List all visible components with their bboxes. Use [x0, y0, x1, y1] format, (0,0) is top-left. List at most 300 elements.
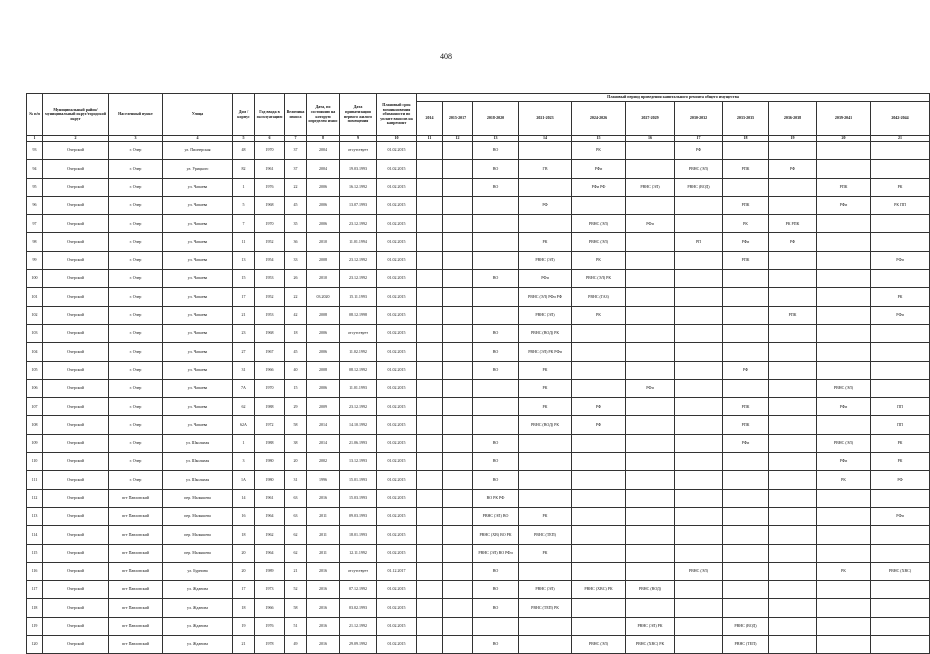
row-period-cell: РК	[572, 142, 626, 160]
row-period-cell: РК РПК	[769, 215, 817, 233]
row-period-cell: РК	[817, 562, 871, 580]
row-period-cell: РК	[519, 361, 572, 379]
row-settlement: пгт Павловский	[109, 562, 163, 580]
row-municipality: Очерский	[43, 453, 109, 471]
row-privatization-date: 21.06.1993	[340, 434, 377, 452]
row-street: ул. Чапаева	[163, 361, 233, 379]
row-period-cell: РВНС (ТЕП)	[723, 636, 769, 654]
row-period-cell	[675, 288, 723, 306]
row-period-cell	[723, 507, 769, 525]
row-period-cell	[626, 361, 675, 379]
row-period-cell	[723, 562, 769, 580]
row-house: 20	[233, 544, 255, 562]
row-year-built: 1952	[255, 233, 285, 251]
row-period-cell	[417, 343, 443, 361]
row-period-cell	[817, 142, 871, 160]
row-number: 100	[27, 270, 43, 288]
row-period-cell: РК	[723, 215, 769, 233]
row-wear: 52	[285, 581, 307, 599]
row-year-built: 1964	[255, 544, 285, 562]
row-period-cell	[769, 526, 817, 544]
row-period-cell	[871, 142, 930, 160]
row-house: 21	[233, 636, 255, 654]
row-privatization-date: 29.09.1992	[340, 636, 377, 654]
row-house: 31	[233, 361, 255, 379]
row-period-cell: РВНС (ЭЛ)	[572, 233, 626, 251]
row-status-date: 2006	[307, 215, 340, 233]
row-period-cell	[723, 142, 769, 160]
row-year-built: 1968	[255, 324, 285, 342]
row-street: ул. Урицкого	[163, 160, 233, 178]
row-house: 48	[233, 142, 255, 160]
header-status-date: Дата, по состоянию на которую определен износ	[307, 94, 340, 136]
row-period-cell: ВО	[473, 361, 519, 379]
row-period-cell	[572, 434, 626, 452]
row-privatization-date: 15.11.1993	[340, 288, 377, 306]
row-period-cell	[675, 544, 723, 562]
column-number: 12	[443, 136, 473, 142]
table-row	[27, 306, 930, 324]
row-privatization-date: 03.02.1993	[340, 599, 377, 617]
row-period-cell	[675, 471, 723, 489]
row-period-cell	[443, 636, 473, 654]
header-year-period: 2014	[417, 102, 443, 136]
row-period-cell: РК	[519, 507, 572, 525]
row-status-date: 2004	[307, 142, 340, 160]
table-row	[27, 434, 930, 452]
row-period-cell	[723, 306, 769, 324]
row-period-cell	[871, 343, 930, 361]
header-year-built: Год ввода в эксплуатацию	[255, 94, 285, 136]
row-status-date: 2010	[307, 233, 340, 251]
row-period-cell	[626, 398, 675, 416]
row-period-cell: РФи	[871, 251, 930, 269]
row-privatization-date: 23.12.1992	[340, 398, 377, 416]
row-period-cell	[572, 196, 626, 214]
row-period-cell: РФ	[723, 361, 769, 379]
row-period-cell	[443, 471, 473, 489]
row-house: 13	[233, 251, 255, 269]
row-number: 96	[27, 196, 43, 214]
row-number: 105	[27, 361, 43, 379]
row-period-cell: ВО	[473, 142, 519, 160]
row-period-cell	[417, 434, 443, 452]
row-privatization-date: 13.12.1993	[340, 453, 377, 471]
table-row	[27, 562, 930, 580]
row-period-cell: РВНС (ТЕП)	[519, 526, 572, 544]
row-planned-due: 01.02.2015	[377, 581, 417, 599]
table-row	[27, 251, 930, 269]
row-period-cell	[675, 215, 723, 233]
row-period-cell: РФи	[723, 233, 769, 251]
row-street: ул. Чапаева	[163, 343, 233, 361]
row-period-cell: РВНС (ЭЛ)	[572, 215, 626, 233]
row-year-built: 1953	[255, 306, 285, 324]
row-period-cell: РПК	[723, 251, 769, 269]
row-number: 113	[27, 507, 43, 525]
row-year-built: 1961	[255, 489, 285, 507]
row-period-cell	[675, 343, 723, 361]
row-period-cell	[443, 160, 473, 178]
row-planned-due: 01.02.2015	[377, 270, 417, 288]
row-status-date: 2016	[307, 489, 340, 507]
row-period-cell	[675, 507, 723, 525]
row-house: 19	[233, 617, 255, 635]
row-number: 111	[27, 471, 43, 489]
row-municipality: Очерский	[43, 142, 109, 160]
row-period-cell	[417, 636, 443, 654]
row-number: 115	[27, 544, 43, 562]
row-period-cell	[519, 489, 572, 507]
row-house: 27	[233, 343, 255, 361]
row-period-cell: РВНС (ЭЛ)	[817, 379, 871, 397]
row-number: 93	[27, 142, 43, 160]
row-period-cell: ВО	[473, 471, 519, 489]
row-year-built: 1980	[255, 471, 285, 489]
row-period-cell	[817, 288, 871, 306]
row-period-cell	[769, 343, 817, 361]
row-period-cell	[417, 215, 443, 233]
column-number: 6	[255, 136, 285, 142]
row-number: 106	[27, 379, 43, 397]
row-period-cell	[675, 398, 723, 416]
row-wear: 58	[285, 416, 307, 434]
row-municipality: Очерский	[43, 562, 109, 580]
row-number: 109	[27, 434, 43, 452]
row-number: 95	[27, 178, 43, 196]
row-status-date: 2016	[307, 636, 340, 654]
row-settlement: г. Очер	[109, 270, 163, 288]
row-number: 116	[27, 562, 43, 580]
row-status-date: 2006	[307, 343, 340, 361]
row-street: ул. Чапаева	[163, 416, 233, 434]
row-street: ул. Чапаева	[163, 196, 233, 214]
column-number: 15	[572, 136, 626, 142]
row-period-cell: РФ	[572, 398, 626, 416]
row-house: 11	[233, 233, 255, 251]
row-privatization-date: 11.02.1992	[340, 343, 377, 361]
row-house: 7А	[233, 379, 255, 397]
row-period-cell: РК ПП	[871, 196, 930, 214]
row-street: ул. Школьная	[163, 434, 233, 452]
row-period-cell	[417, 471, 443, 489]
table-row	[27, 270, 930, 288]
row-settlement: г. Очер	[109, 416, 163, 434]
row-wear: 63	[285, 507, 307, 525]
header-house: Дом / корпус	[233, 94, 255, 136]
row-period-cell	[675, 306, 723, 324]
row-period-cell	[817, 599, 871, 617]
row-status-date: 2010	[307, 270, 340, 288]
row-number: 117	[27, 581, 43, 599]
row-period-cell	[626, 306, 675, 324]
row-street: ул. Чапаева	[163, 233, 233, 251]
row-period-cell	[723, 178, 769, 196]
row-wear: 63	[285, 489, 307, 507]
table-row	[27, 471, 930, 489]
row-period-cell	[871, 270, 930, 288]
row-privatization-date: 09.03.1993	[340, 507, 377, 525]
row-street: пер. Малышева	[163, 544, 233, 562]
row-period-cell: РВНС (ЭЛ)	[675, 160, 723, 178]
row-year-built: 1968	[255, 196, 285, 214]
row-period-cell: ПП	[871, 416, 930, 434]
row-period-cell: РК	[871, 453, 930, 471]
row-period-cell: ВО	[473, 434, 519, 452]
row-period-cell	[675, 489, 723, 507]
row-period-cell: РФи	[519, 270, 572, 288]
row-period-cell: РВНС (ВОД) РК	[519, 324, 572, 342]
row-street: пер. Малышева	[163, 526, 233, 544]
column-number: 21	[871, 136, 930, 142]
row-number: 118	[27, 599, 43, 617]
row-period-cell: РФи	[626, 379, 675, 397]
row-period-cell	[817, 160, 871, 178]
row-period-cell	[769, 471, 817, 489]
row-municipality: Очерский	[43, 196, 109, 214]
row-wear: 20	[285, 453, 307, 471]
row-settlement: г. Очер	[109, 471, 163, 489]
row-period-cell: РФ	[675, 142, 723, 160]
row-house: 62	[233, 398, 255, 416]
row-year-built: 1988	[255, 398, 285, 416]
row-house: 3	[233, 453, 255, 471]
row-period-cell	[675, 581, 723, 599]
row-period-cell	[769, 379, 817, 397]
row-status-date: 2016	[307, 599, 340, 617]
row-period-cell	[626, 562, 675, 580]
row-settlement: г. Очер	[109, 324, 163, 342]
row-privatization-date: 21.12.1992	[340, 617, 377, 635]
row-period-cell: РК	[519, 544, 572, 562]
row-municipality: Очерский	[43, 507, 109, 525]
row-period-cell: РВНС (ЭЛ) ВО РФи	[473, 544, 519, 562]
row-municipality: Очерский	[43, 251, 109, 269]
row-period-cell	[443, 215, 473, 233]
row-period-cell	[817, 489, 871, 507]
row-period-cell	[626, 270, 675, 288]
row-period-cell	[871, 617, 930, 635]
column-number: 1	[27, 136, 43, 142]
row-planned-due: 01.02.2015	[377, 599, 417, 617]
row-house: 18	[233, 599, 255, 617]
header-planned-period: Плановый период проведения капитального ремонта общего имущества	[417, 94, 930, 102]
row-planned-due: 01.02.2015	[377, 471, 417, 489]
row-period-cell	[417, 288, 443, 306]
row-period-cell	[443, 270, 473, 288]
row-period-cell: РВНС (ХВС)	[871, 562, 930, 580]
row-period-cell	[769, 398, 817, 416]
row-street: ул. Чапаева	[163, 398, 233, 416]
row-period-cell	[443, 251, 473, 269]
row-privatization-date: 15.03.1993	[340, 489, 377, 507]
row-period-cell	[443, 434, 473, 452]
row-period-cell	[417, 453, 443, 471]
row-period-cell: РВНС (ЭЛ)	[572, 636, 626, 654]
column-number: 14	[519, 136, 572, 142]
row-period-cell	[871, 489, 930, 507]
row-status-date: 03.2020	[307, 288, 340, 306]
row-period-cell: РФ	[769, 233, 817, 251]
row-period-cell	[769, 196, 817, 214]
row-period-cell	[626, 544, 675, 562]
row-period-cell	[769, 142, 817, 160]
row-settlement: г. Очер	[109, 251, 163, 269]
row-period-cell	[769, 251, 817, 269]
row-municipality: Очерский	[43, 343, 109, 361]
row-period-cell: РФи	[871, 507, 930, 525]
row-settlement: г. Очер	[109, 196, 163, 214]
row-period-cell	[675, 526, 723, 544]
row-period-cell	[443, 453, 473, 471]
row-privatization-date: 14.10.1992	[340, 416, 377, 434]
header-privatization-date: Дата приватизации первого жилого помещения	[340, 94, 377, 136]
column-number: 7	[285, 136, 307, 142]
row-street: ул. Жданова	[163, 617, 233, 635]
row-period-cell: РВНС (ХВС) РК	[626, 636, 675, 654]
row-period-cell	[626, 142, 675, 160]
row-planned-due: 01.02.2015	[377, 379, 417, 397]
row-period-cell	[769, 434, 817, 452]
row-period-cell	[675, 379, 723, 397]
row-period-cell	[417, 379, 443, 397]
row-privatization-date: 16.12.1992	[340, 178, 377, 196]
row-period-cell	[675, 196, 723, 214]
row-wear: 18	[285, 324, 307, 342]
row-settlement: г. Очер	[109, 306, 163, 324]
row-street: ул. Чапаева	[163, 251, 233, 269]
row-planned-due: 01.02.2015	[377, 142, 417, 160]
row-period-cell	[723, 471, 769, 489]
row-period-cell	[817, 361, 871, 379]
row-municipality: Очерский	[43, 178, 109, 196]
row-period-cell	[675, 453, 723, 471]
row-year-built: 1976	[255, 617, 285, 635]
row-period-cell	[871, 361, 930, 379]
column-number: 18	[723, 136, 769, 142]
row-period-cell	[817, 343, 871, 361]
row-planned-due: 01.02.2015	[377, 398, 417, 416]
row-year-built: 1973	[255, 581, 285, 599]
row-wear: 37	[285, 160, 307, 178]
row-period-cell	[626, 526, 675, 544]
row-street: ул. Чапаева	[163, 178, 233, 196]
row-period-cell: РК	[871, 434, 930, 452]
row-period-cell	[443, 599, 473, 617]
row-period-cell: РК	[572, 251, 626, 269]
row-period-cell	[769, 617, 817, 635]
row-period-cell: РПК	[723, 416, 769, 434]
row-privatization-date: 08.12.1998	[340, 306, 377, 324]
row-street: пер. Малышева	[163, 489, 233, 507]
row-street: ул. Чапаева	[163, 306, 233, 324]
row-number: 94	[27, 160, 43, 178]
row-period-cell	[473, 617, 519, 635]
row-period-cell: РК	[572, 306, 626, 324]
row-status-date: 2011	[307, 526, 340, 544]
row-status-date: 2006	[307, 178, 340, 196]
row-period-cell: РК	[817, 471, 871, 489]
row-period-cell	[626, 196, 675, 214]
row-year-built: 1952	[255, 288, 285, 306]
row-planned-due: 01.02.2015	[377, 507, 417, 525]
column-number: 19	[769, 136, 817, 142]
row-status-date: 2004	[307, 160, 340, 178]
row-period-cell	[417, 489, 443, 507]
row-period-cell: РВНС (ЭЛ)	[626, 178, 675, 196]
row-house: 62А	[233, 416, 255, 434]
row-wear: 15	[285, 379, 307, 397]
row-period-cell	[769, 489, 817, 507]
row-period-cell	[572, 617, 626, 635]
row-status-date: 2016	[307, 617, 340, 635]
table-row	[27, 215, 930, 233]
row-period-cell: РФи РФ	[572, 178, 626, 196]
table-row	[27, 178, 930, 196]
row-period-cell	[572, 562, 626, 580]
row-number: 98	[27, 233, 43, 251]
header-num: № п/п	[27, 94, 43, 136]
row-status-date: 2006	[307, 324, 340, 342]
row-municipality: Очерский	[43, 306, 109, 324]
column-number: 2	[43, 136, 109, 142]
row-year-built: 1962	[255, 526, 285, 544]
row-settlement: пгт Павловский	[109, 617, 163, 635]
row-municipality: Очерский	[43, 398, 109, 416]
row-planned-due: 01.02.2015	[377, 160, 417, 178]
row-period-cell: ВО	[473, 324, 519, 342]
row-wear: 58	[285, 599, 307, 617]
row-period-cell	[871, 379, 930, 397]
header-year-period: 2036-2038	[769, 102, 817, 136]
row-period-cell	[871, 324, 930, 342]
row-settlement: пгт Павловский	[109, 581, 163, 599]
row-street: ул. Чапаева	[163, 324, 233, 342]
row-period-cell	[675, 361, 723, 379]
row-period-cell: ВО	[473, 599, 519, 617]
row-period-cell	[817, 306, 871, 324]
table-row	[27, 544, 930, 562]
table-row	[27, 507, 930, 525]
row-planned-due: 01.02.2015	[377, 324, 417, 342]
header-settlement: Населенный пункт	[109, 94, 163, 136]
row-privatization-date: 07.12.1992	[340, 581, 377, 599]
row-period-cell	[473, 379, 519, 397]
row-period-cell	[417, 526, 443, 544]
row-status-date: 2006	[307, 379, 340, 397]
row-period-cell: РФи	[817, 398, 871, 416]
row-settlement: г. Очер	[109, 288, 163, 306]
row-wear: 51	[285, 617, 307, 635]
row-settlement: г. Очер	[109, 453, 163, 471]
row-municipality: Очерский	[43, 215, 109, 233]
row-period-cell	[769, 288, 817, 306]
row-period-cell: РПК	[723, 160, 769, 178]
row-number: 110	[27, 453, 43, 471]
row-wear: 42	[285, 306, 307, 324]
row-period-cell	[417, 507, 443, 525]
row-period-cell	[519, 215, 572, 233]
row-period-cell: ВО	[473, 562, 519, 580]
row-wear: 26	[285, 270, 307, 288]
row-period-cell: ВО	[473, 453, 519, 471]
row-period-cell: РПК	[817, 178, 871, 196]
row-planned-due: 01.02.2015	[377, 233, 417, 251]
row-period-cell	[443, 379, 473, 397]
row-period-cell	[817, 233, 871, 251]
table-row	[27, 288, 930, 306]
row-period-cell	[871, 544, 930, 562]
